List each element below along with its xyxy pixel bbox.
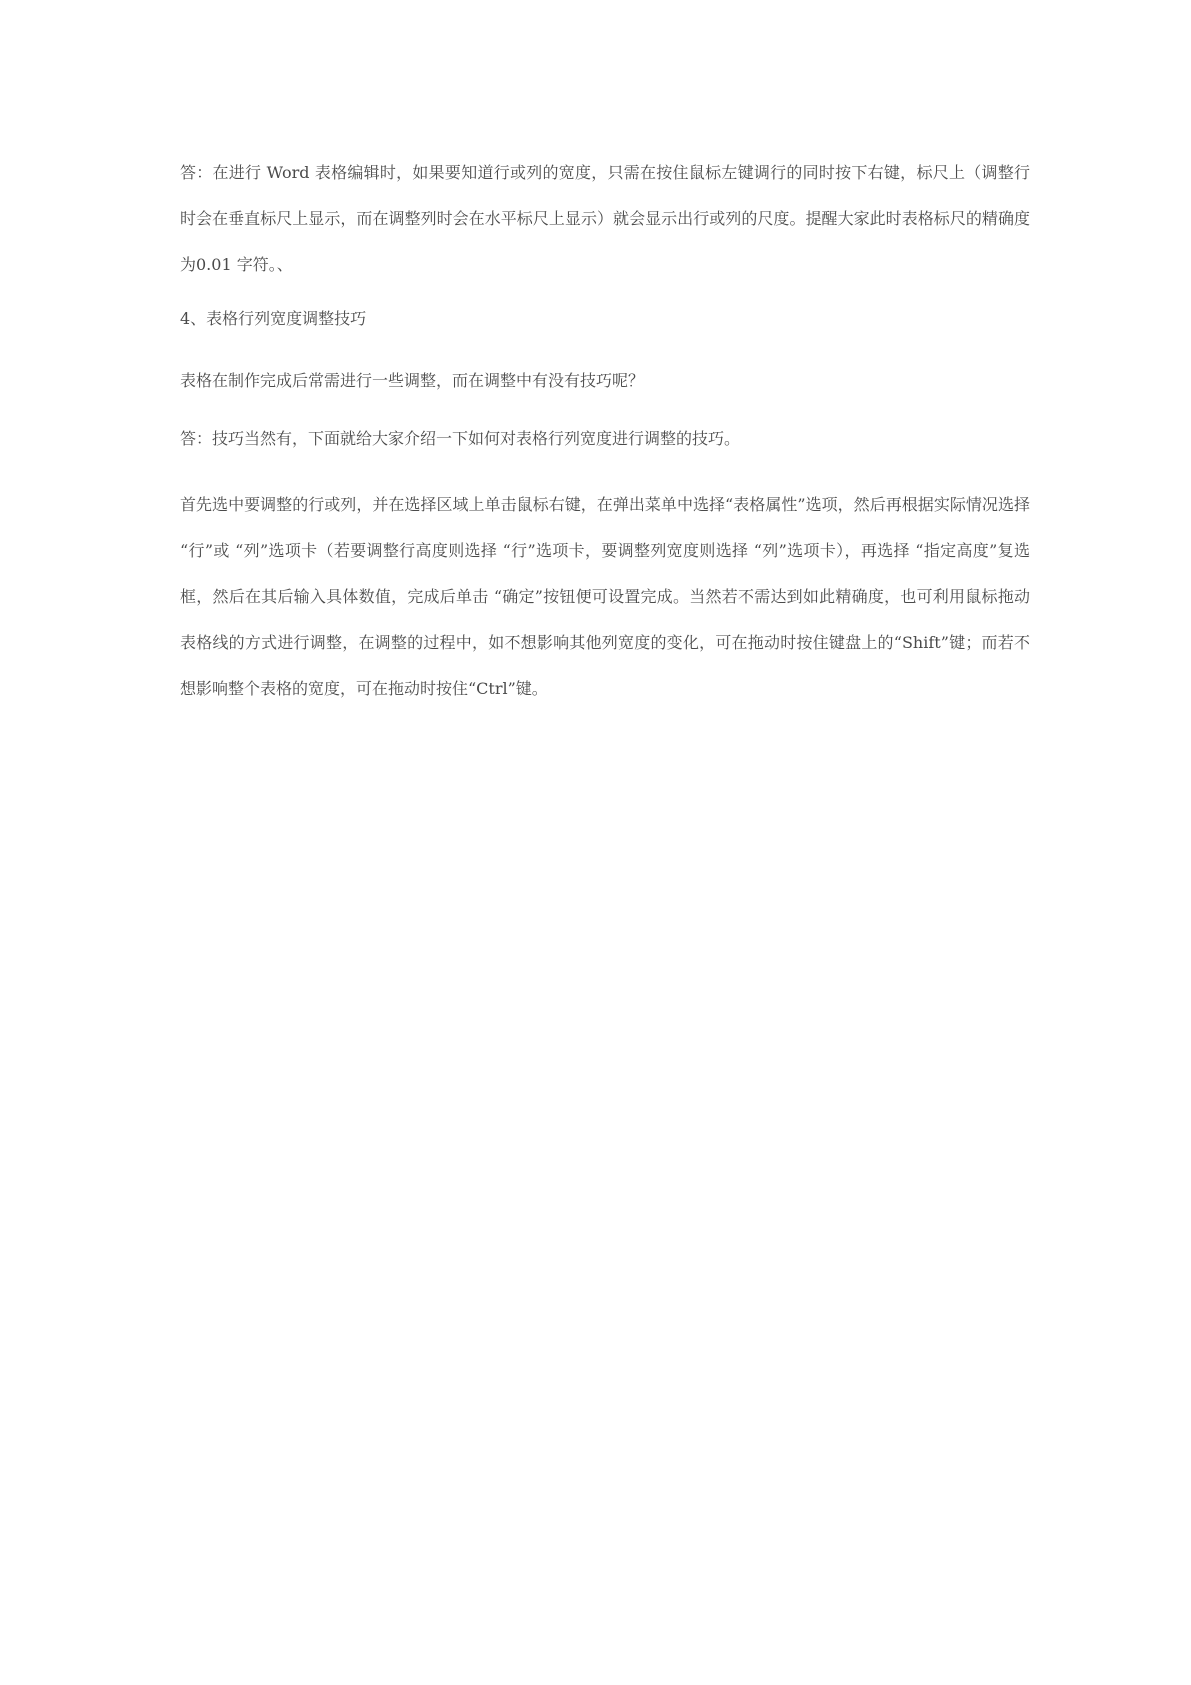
- instructions-paragraph: 首先选中要调整的行或列，并在选择区域上单击鼠标右键，在弹出菜单中选择“表格属性”选项，然后再根据实际情况选择 “行”或 “列”选项卡（若要调整行高度则选择 “行”选项卡，要调整列宽度则选择 “列”选项卡），再选择 “指定高度”复选框，然后在其后输入具体数值，完成后单击 “确定”按钮便可设置完成。当然若不需达到如此精确度，也可利用鼠标拖动表格线的方式进行调整，在调整的过程中，如不想影响其他列宽度的变化，可在拖动时按住键盘上的“Shift”键；而若不想影响整个表格的宽度，可在拖动时按住“Ctrl”键。: [180, 495, 1030, 698]
- paragraph-spacer: [180, 454, 1030, 482]
- paragraph-spacer: [180, 396, 1030, 424]
- section-heading: 4、表格行列宽度调整技巧: [180, 309, 367, 328]
- paragraph-spacer: [180, 334, 1030, 366]
- answer-paragraph-intro: 答：技巧当然有，下面就给大家介绍一下如何对表格行列宽度进行调整的技巧。: [180, 429, 741, 448]
- question-paragraph: 表格在制作完成后常需进行一些调整，而在调整中有没有技巧呢？: [180, 371, 645, 390]
- paragraph-spacer: [180, 288, 1030, 304]
- document-body: [180, 150, 1030, 712]
- answer-paragraph-ruler: 答：在进行 Word 表格编辑时，如果要知道行或列的宽度，只需在按住鼠标左键调行的同时按下右键，标尺上（调整行时会在垂直标尺上显示，而在调整列时会在水平标尺上显示）就会显示出行或列的尺度。提醒大家此时表格标尺的精确度为0.01 字符。、: [180, 163, 1030, 274]
